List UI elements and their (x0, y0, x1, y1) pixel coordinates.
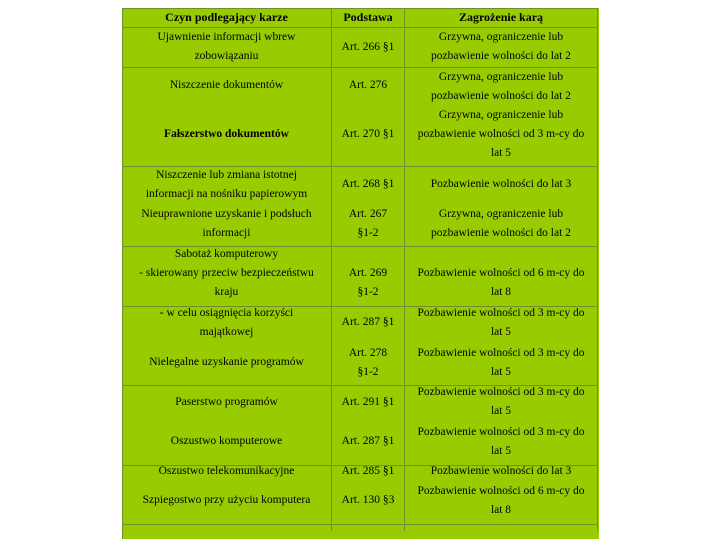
legal-basis-line: Art. 269 (348, 267, 388, 279)
offense-line: Niszczenie lub zmiana istotnej (156, 169, 297, 181)
penalty-line: pozbawienie wolności do lat 2 (431, 50, 571, 62)
penalty-line: Grzywna, ograniczenie lub (438, 31, 564, 43)
penalty-line: lat 5 (490, 326, 512, 338)
penalty-cell (405, 423, 597, 461)
offense-line: Nieuprawnione uzyskanie i podsłuch (141, 208, 312, 220)
legal-basis-cell: Art. 287 §1 (341, 435, 395, 447)
legal-basis-cell (332, 344, 404, 382)
offense-line: zobowiązaniu (194, 50, 259, 62)
penalty-line: lat 5 (490, 405, 512, 417)
penalty-line: pozbawienie wolności do lat 2 (431, 227, 571, 239)
legal-basis-cell: Art. 291 §1 (341, 396, 395, 408)
legal-basis-line: §1-2 (357, 366, 379, 378)
offense-cell: Oszustwo telekomunikacyjne (158, 465, 295, 477)
legal-basis-cell: Art. 130 §3 (341, 494, 395, 506)
offense-cell (122, 205, 331, 243)
penalty-cell (405, 304, 597, 342)
penalty-line: Pozbawienie wolności od 6 m-cy do (417, 267, 585, 279)
legal-basis-cell: Art. 276 (348, 79, 388, 91)
offense-cell: Szpiegostwo przy użyciu komputera (142, 494, 311, 506)
offense-line: - w celu osiągnięcia korzyści (159, 307, 294, 319)
offense-line: Sabotaż komputerowy (174, 248, 279, 260)
penalty-cell (405, 106, 597, 163)
table-border-right (597, 8, 598, 531)
offense-cell: Oszustwo komputerowe (170, 435, 283, 447)
penalty-line: pozbawienie wolności od 3 m-cy do (417, 128, 585, 140)
legal-basis-line: Art. 267 (348, 208, 388, 220)
penalty-cell (405, 344, 597, 382)
legal-basis-cell: Art. 287 §1 (341, 316, 395, 328)
penalty-cell (405, 68, 597, 106)
penalty-line: Grzywna, ograniczenie lub (438, 71, 564, 83)
header-zagrozenie: Zagrożenie karą (458, 10, 544, 24)
penalty-line: Pozbawienie wolności od 3 m-cy do (417, 386, 585, 398)
offense-line: - skierowany przeciw bezpieczeństwu (139, 267, 314, 279)
offense-cell: Niszczenie dokumentów (169, 79, 284, 91)
legal-basis-line: §1-2 (357, 227, 379, 239)
legal-basis-cell: Art. 268 §1 (341, 178, 395, 190)
offense-table (122, 8, 599, 539)
legal-basis-cell (332, 205, 404, 243)
penalty-line: Grzywna, ograniczenie lub (438, 109, 564, 121)
penalty-line: lat 5 (490, 445, 512, 457)
offense-cell: Paserstwo programów (175, 396, 278, 408)
penalty-line: Pozbawienie wolności od 3 m-cy do (417, 426, 585, 438)
penalty-line: Pozbawienie wolności od 6 m-cy do (417, 485, 585, 497)
offense-cell: Nielegalne uzyskanie programów (149, 356, 304, 368)
legal-basis-cell: Art. 266 §1 (341, 41, 395, 53)
offense-cell (122, 245, 331, 302)
legal-basis-line: Art. 278 (348, 347, 388, 359)
penalty-line: lat 8 (490, 286, 512, 298)
offense-cell (122, 304, 331, 342)
penalty-line: lat 5 (490, 147, 512, 159)
penalty-cell (405, 28, 597, 66)
penalty-cell: Pozbawienie wolności do lat 3 (430, 465, 572, 477)
legal-basis-cell (332, 264, 404, 302)
penalty-line: Pozbawienie wolności od 3 m-cy do (417, 307, 585, 319)
offense-line: informacji na nośniku papierowym (145, 188, 308, 200)
penalty-cell (405, 383, 597, 421)
offense-cell: Fałszerstwo dokumentów (164, 128, 289, 140)
offense-cell (122, 28, 331, 66)
header-podstawa: Podstawa (343, 10, 393, 24)
penalty-cell (405, 264, 597, 302)
penalty-cell: Pozbawienie wolności do lat 3 (430, 178, 572, 190)
legal-basis-cell: Art. 270 §1 (341, 128, 395, 140)
offense-cell (122, 166, 331, 204)
header-czyn: Czyn podlegający karze (165, 10, 288, 24)
penalty-line: lat 5 (490, 366, 512, 378)
legal-basis-line: §1-2 (357, 286, 379, 298)
penalty-line: Pozbawienie wolności od 3 m-cy do (417, 347, 585, 359)
penalty-line: Grzywna, ograniczenie lub (438, 208, 564, 220)
penalty-cell (405, 205, 597, 243)
offense-line: kraju (214, 286, 239, 298)
legal-basis-cell: Art. 285 §1 (341, 465, 395, 477)
offense-line: majątkowej (199, 326, 254, 338)
penalty-line: pozbawienie wolności do lat 2 (431, 90, 571, 102)
offense-line: informacji (202, 227, 251, 239)
penalty-cell (405, 482, 597, 520)
offense-line: Ujawnienie informacji wbrew (157, 31, 296, 43)
penalty-line: lat 8 (490, 504, 512, 516)
row-divider (122, 524, 597, 525)
